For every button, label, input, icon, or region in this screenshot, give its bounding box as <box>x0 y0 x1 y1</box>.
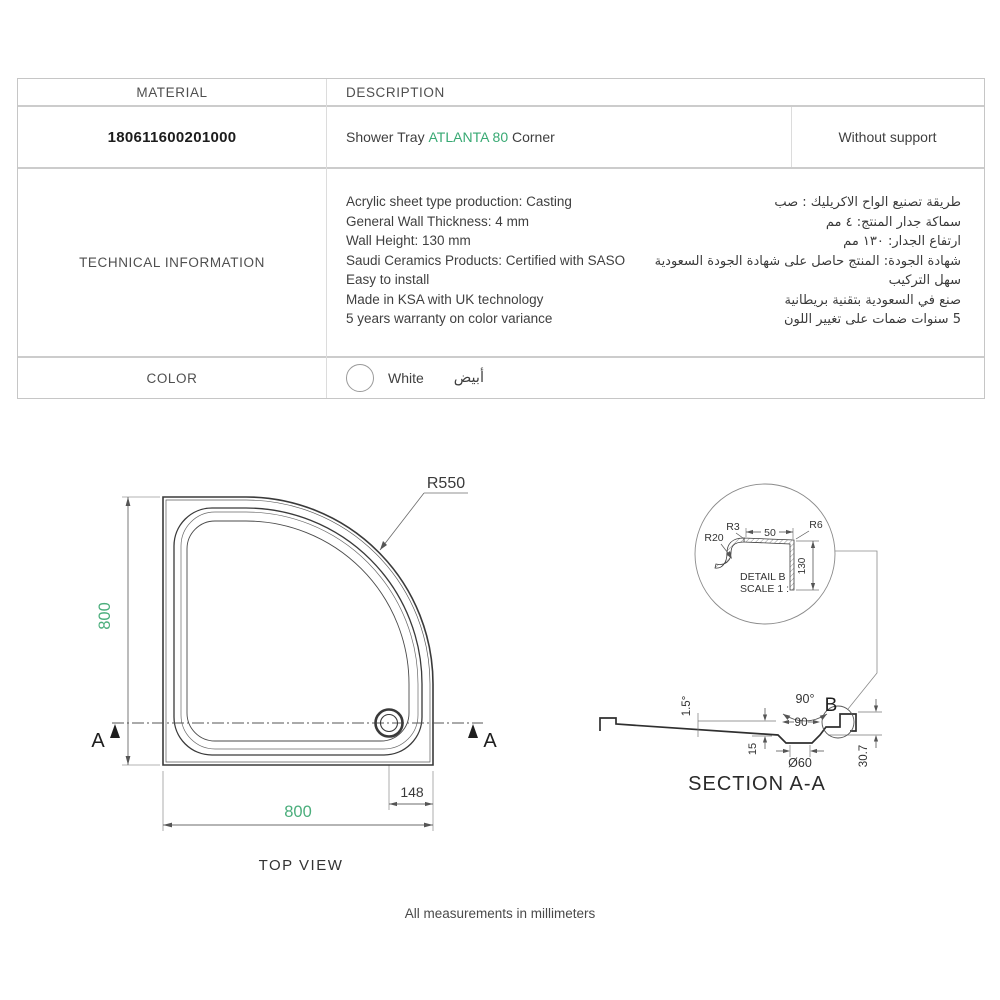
section-drawing <box>580 460 1000 810</box>
top-view-title: TOP VIEW <box>258 857 344 874</box>
tech-line-ar: شهادة الجودة: المنتج حاصل على شهادة الجودة السعودية <box>654 253 961 269</box>
rim-height-label: 30.7 <box>858 744 870 768</box>
detail-marker <box>822 695 854 738</box>
slope-angle-label: 1.5° <box>681 695 693 717</box>
tech-line-en: Saudi Ceramics Products: Certified with SASO <box>346 252 626 268</box>
floor-depth-label: 15 <box>747 742 759 756</box>
tech-line-en: General Wall Thickness: 4 mm <box>346 213 530 229</box>
section-title: SECTION A-A <box>688 773 826 795</box>
r6-label: R6 <box>809 519 823 531</box>
drain-diameter-dimension <box>776 745 824 770</box>
color-content <box>346 358 746 398</box>
tech-line <box>346 194 961 214</box>
section-marker-a-left: A <box>91 730 105 752</box>
detail-b-scale: SCALE 1 : <box>740 583 790 595</box>
r20-label: R20 <box>704 532 724 544</box>
color-name-en: White <box>388 370 424 386</box>
detail-b-bubble <box>695 484 877 709</box>
tech-line-ar: سهل التركيب <box>888 273 961 289</box>
tech-line-ar: ارتفاع الجدار: ١٣٠ مم <box>843 234 961 250</box>
white-color-swatch <box>346 364 374 392</box>
tech-line <box>346 233 961 253</box>
radius-callout <box>380 475 468 550</box>
top-view-drawing <box>60 440 520 890</box>
tech-line-en: 5 years warranty on color variance <box>346 311 553 327</box>
radius-label: R550 <box>426 475 466 492</box>
measurement-footnote: All measurements in millimeters <box>404 906 596 921</box>
recess-angle-label: 90° <box>795 692 815 706</box>
description-prefix: Shower Tray <box>346 129 429 145</box>
height-dimension: 800 <box>96 602 114 630</box>
wall-height-dimension: 130 <box>797 557 808 575</box>
description-header: DESCRIPTION <box>346 84 445 100</box>
tech-line <box>346 214 961 234</box>
divider <box>326 79 327 398</box>
color-label: COLOR <box>146 370 198 386</box>
flange-width-dimension: 50 <box>764 527 776 539</box>
detail-b-title: DETAIL B <box>740 571 786 583</box>
tech-line-en: Easy to install <box>346 272 430 288</box>
tech-line-ar: 5 سنوات ضمات على تغيير اللون <box>783 312 961 328</box>
tech-line <box>346 311 961 331</box>
drain-offset-dimension: 148 <box>400 784 424 800</box>
tech-line-ar: صنع في السعودية بتقنية بريطانية <box>784 292 961 308</box>
tray-outline <box>163 497 433 765</box>
material-code: 180611600201000 <box>107 128 237 146</box>
tech-line-en: Made in KSA with UK technology <box>346 291 544 307</box>
description-suffix: Corner <box>508 129 555 145</box>
tech-line <box>346 292 961 312</box>
recess-width-label: 90 <box>794 715 808 729</box>
support-note: Without support <box>838 129 937 145</box>
tech-line <box>346 253 961 273</box>
section-marker-a-right: A <box>483 730 497 752</box>
technical-info-label: TECHNICAL INFORMATION <box>79 255 265 270</box>
r3-label: R3 <box>726 521 740 533</box>
product-description <box>346 107 786 167</box>
tech-line <box>346 272 961 292</box>
tech-line-ar: سماكة جدار المنتج: ٤ مم <box>825 214 961 230</box>
detail-marker-b: B <box>824 695 838 716</box>
spec-table <box>17 78 985 399</box>
color-name-ar: أبيض <box>453 370 485 386</box>
tech-line-ar: طريقة تصنيع الواح الاكريليك : صب <box>774 195 961 211</box>
model-name: ATLANTA 80 <box>428 129 509 145</box>
drain-diameter-label: Ø60 <box>788 756 812 770</box>
material-header: MATERIAL <box>136 84 208 100</box>
width-dimension: 800 <box>284 803 312 821</box>
floor-depth-dimension <box>747 708 772 755</box>
tech-line-en: Wall Height: 130 mm <box>346 233 471 249</box>
tech-line-en: Acrylic sheet type production: Casting <box>346 194 572 210</box>
technical-info-content <box>346 169 961 356</box>
recess-angle-dimension <box>782 692 827 729</box>
